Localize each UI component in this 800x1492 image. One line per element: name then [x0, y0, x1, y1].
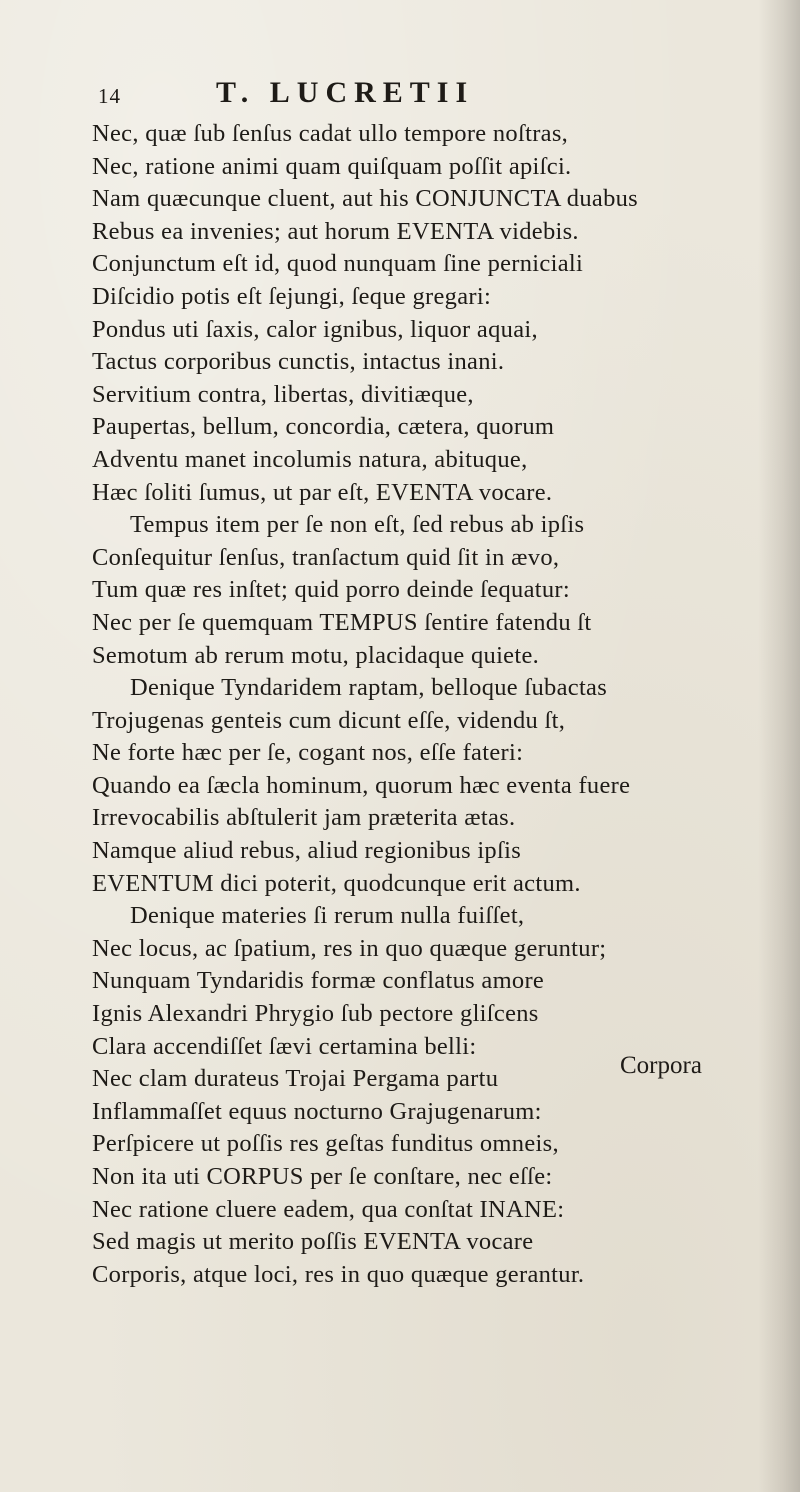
- verse-line: Conſequitur ſenſus, tranſactum quid ſit in ævo,: [92, 543, 560, 571]
- verse-line: Inflammaſſet equus nocturno Grajugenarum:: [92, 1097, 542, 1125]
- verse-line: Corporis, atque loci, res in quo quæque gerantur.: [92, 1260, 585, 1288]
- verse-line: Trojugenas genteis cum dicunt eſſe, videndu ſt,: [92, 706, 566, 734]
- verse-line: Perſpicere ut poſſis res geſtas funditus omneis,: [92, 1130, 559, 1158]
- verse-line: Tempus item per ſe non eſt, ſed rebus ab ipſis: [130, 511, 585, 539]
- verse-line: Nam quæcunque cluent, aut his CONJUNCTA duabus: [92, 185, 639, 213]
- verse-line: Nec clam durateus Trojai Pergama partu: [92, 1065, 499, 1093]
- verse-line: Nec per ſe quemquam TEMPUS ſentire fatendu ſt: [92, 608, 592, 636]
- verse-line: Non ita uti CORPUS per ſe conſtare, nec eſſe:: [92, 1163, 553, 1190]
- verse-line: Tum quæ res inſtet; quid porro deinde ſequatur:: [92, 576, 570, 604]
- page-header: [98, 76, 698, 116]
- verse-line: Paupertas, bellum, concordia, cætera, quorum: [92, 413, 555, 441]
- verse-line: Semotum ab rerum motu, placidaque quiete.: [92, 641, 540, 669]
- catchword: Corpora: [620, 1052, 702, 1079]
- verse-line: Sed magis ut merito poſſis EVENTA vocare: [92, 1228, 534, 1256]
- verse-line: Ignis Alexandri Phrygio ſub pectore gliſcens: [92, 1000, 539, 1028]
- verse-line: Nec locus, ac ſpatium, res in quo quæque geruntur;: [92, 934, 607, 962]
- verse-line: Diſcidio potis eſt ſejungi, ſeque gregari:: [92, 282, 492, 310]
- verse-line: Clara accendiſſet ſævi certamina belli:: [92, 1032, 477, 1060]
- verse-line: Nunquam Tyndaridis formæ conflatus amore: [92, 967, 545, 995]
- verse-text-block: [92, 118, 782, 1291]
- verse-line: Nec, quæ ſub ſenſus cadat ullo tempore noſtras,: [92, 120, 569, 147]
- running-head: T. LUCRETII: [216, 76, 475, 109]
- verse-line: Servitium contra, libertas, divitiæque,: [92, 380, 474, 408]
- verse-line: Nec, ratione animi quam quiſquam poſſit apiſci.: [92, 152, 572, 180]
- verse-line: Ne forte hæc per ſe, cogant nos, eſſe fateri:: [92, 739, 524, 767]
- verse-line: Quando ea ſæcla hominum, quorum hæc eventa fuere: [92, 771, 631, 799]
- verse-line: Nec ratione cluere eadem, qua conſtat INANE:: [92, 1195, 565, 1223]
- verse-line: Rebus ea invenies; aut horum EVENTA videbis.: [92, 217, 579, 245]
- verse-line: Denique Tyndaridem raptam, belloque ſubactas: [130, 674, 608, 702]
- verse-line: Conjunctum eſt id, quod nunquam ſine perniciali: [92, 250, 584, 278]
- verse-line: Tactus corporibus cunctis, intactus inani.: [92, 348, 505, 376]
- verse-line: Adventu manet incolumis natura, abituque,: [92, 445, 528, 473]
- verse-line: Denique materies ſi rerum nulla fuiſſet,: [130, 902, 525, 930]
- verse-line: EVENTUM dici poterit, quodcunque erit actum.: [92, 869, 581, 897]
- verse-line: Namque aliud rebus, aliud regionibus ipſis: [92, 837, 522, 865]
- verse-line: Pondus uti ſaxis, calor ignibus, liquor aquai,: [92, 315, 538, 343]
- page-number: 14: [98, 84, 121, 108]
- verse-line: Hæc ſoliti ſumus, ut par eſt, EVENTA vocare.: [92, 478, 553, 506]
- verse-line: Irrevocabilis abſtulerit jam præterita ætas.: [92, 804, 516, 832]
